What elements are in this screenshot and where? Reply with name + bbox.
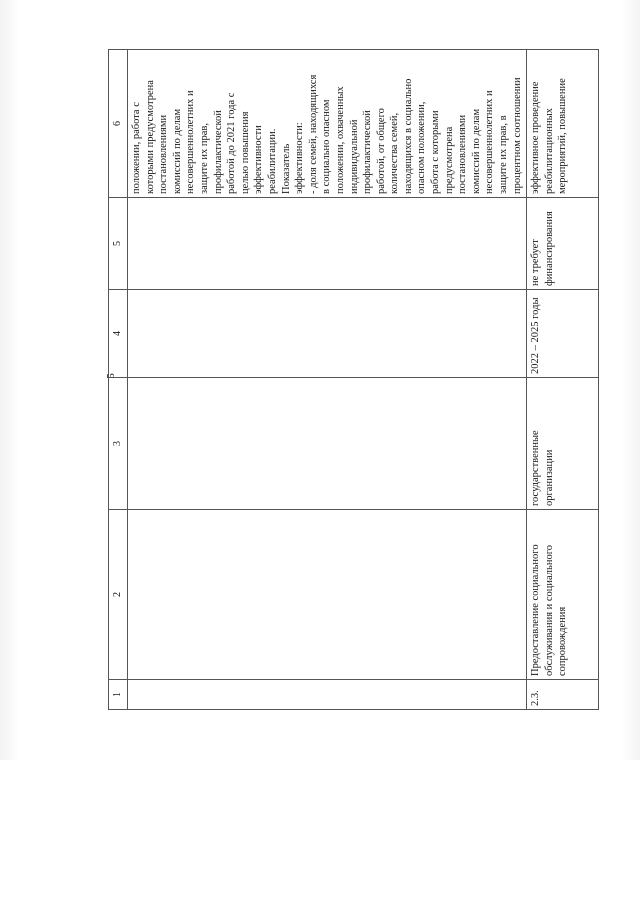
row-title: Предоставление социального обслуживания и социального сопровождения: [527, 510, 599, 680]
text-line: эффективности: [253, 125, 265, 194]
header-col-4: 4: [109, 290, 128, 378]
text-line: в социально опасном: [321, 99, 333, 194]
text-line: находящихся в социально: [402, 78, 414, 194]
rotated-table-container: [108, 50, 569, 710]
header-col-2: 2: [109, 510, 128, 680]
text-line: индивидуальной: [348, 119, 360, 194]
text-line: профилактической: [212, 110, 224, 194]
text-line: работой до 2021 года с: [226, 92, 238, 194]
text-line: положении, работа с: [131, 102, 142, 194]
text-line: опасном положении,: [416, 101, 428, 194]
header-row: [109, 50, 128, 710]
text-line: комиссий по делам: [171, 108, 183, 194]
text-line: комиссий по делам: [470, 108, 482, 194]
text-line: постановлениями: [158, 114, 170, 194]
text-line: положении, охваченных: [334, 86, 346, 194]
continuation-col-2: [128, 510, 527, 680]
continuation-col-4: [128, 290, 527, 378]
continuation-row: [128, 50, 527, 710]
header-col-6: 6: [109, 50, 128, 198]
text-line: количества семей,: [389, 112, 401, 194]
row-period: 2022 – 2025 годы: [527, 290, 599, 378]
text-line: реабилитации.: [266, 128, 278, 194]
header-col-5: 5: [109, 198, 128, 290]
header-col-3: 3: [109, 378, 128, 510]
row-result: эффективное проведение реабилитационных мероприятий, повышение: [527, 50, 599, 198]
program-table: [108, 49, 599, 710]
text-line: процентном соотношении: [511, 77, 523, 194]
text-line: Показатель: [280, 143, 292, 194]
text-line: несовершеннолетних и: [484, 90, 496, 194]
text-line: постановлениями: [457, 114, 469, 194]
continuation-col-3: [128, 378, 527, 510]
text-line: - доля семей, находящихся: [307, 74, 319, 194]
text-line: которыми предусмотрена: [144, 80, 156, 194]
text-line: работой, от общего: [375, 108, 387, 194]
text-line: работа с которыми: [430, 110, 442, 194]
text-line: защите их прав, в: [498, 115, 510, 194]
text-line: несовершеннолетних и: [185, 90, 197, 194]
text-line: предусмотрена: [443, 126, 455, 194]
page-number: 5: [105, 373, 117, 379]
text-line: эффективности:: [294, 122, 306, 194]
text-line: профилактической: [362, 110, 374, 194]
text-line: целью повышения: [239, 111, 251, 194]
continuation-col-5: [128, 198, 527, 290]
row-funding: не требует финансирования: [527, 198, 599, 290]
row-executor: государственные организации: [527, 378, 599, 510]
row-number: 2.3.: [527, 680, 599, 710]
table-row-2-3: [527, 50, 599, 710]
text-line: защите их прав,: [198, 123, 210, 194]
continuation-col-1: [128, 680, 527, 710]
header-col-1: 1: [109, 680, 128, 710]
continuation-col-6: [128, 50, 527, 198]
